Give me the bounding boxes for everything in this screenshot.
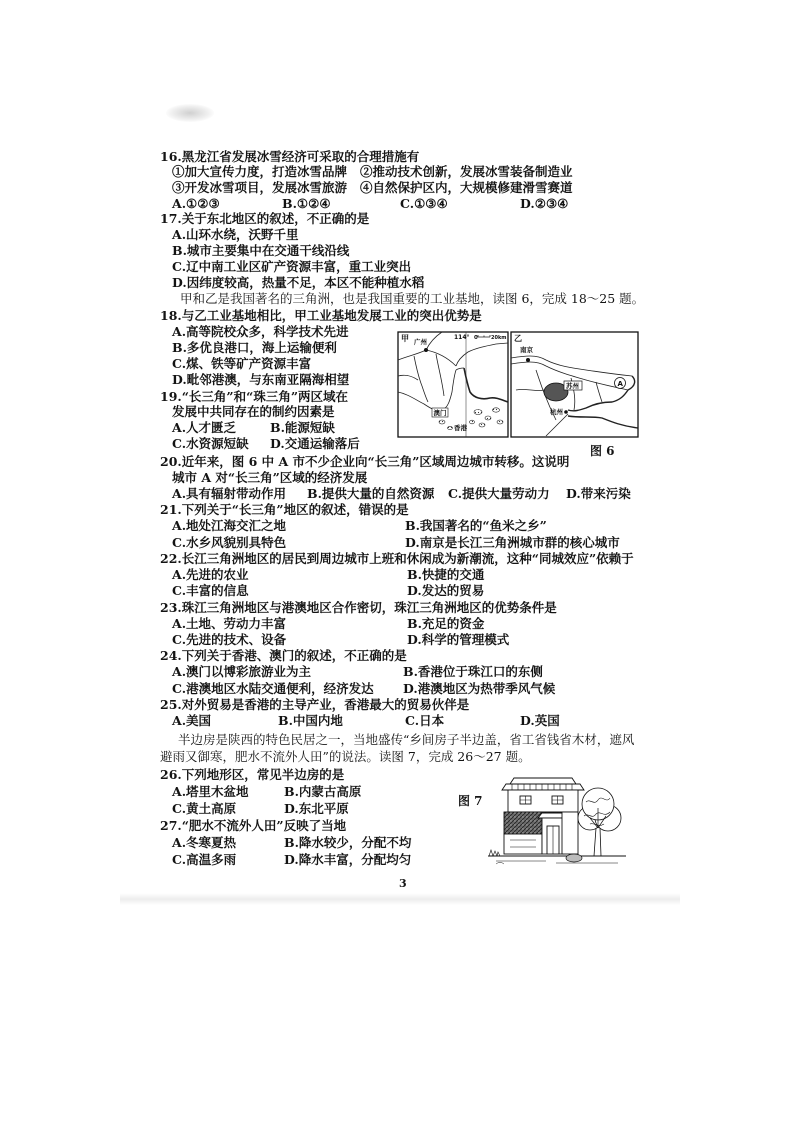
q20-stem-line-2: 城市 A 对“长三角”区域的经济发展 xyxy=(172,470,368,485)
q25-stem: 25.对外贸易是香港的主导产业，香港最大的贸易伙伴是 xyxy=(160,697,470,712)
q26-option-b: B.内蒙古高原 xyxy=(284,784,362,799)
q16-option-b: B.①②④ xyxy=(282,196,331,211)
q20-stem-line-1: 20.近年来，图 6 中 A 市不少企业向“长三角”区域周边城市转移。这说明 xyxy=(160,454,570,469)
tree xyxy=(578,788,621,856)
scan-smudge xyxy=(166,104,214,122)
q18-option-d: D.毗邻港澳，与东南亚隔海相望 xyxy=(172,372,350,387)
q21-option-c: C.水乡风貌别具特色 xyxy=(172,535,287,550)
q23-option-c: C.先进的技术、设备 xyxy=(172,632,287,647)
q25-option-d: D.英国 xyxy=(520,713,560,728)
q22-option-c: C.丰富的信息 xyxy=(172,583,249,598)
q26-option-c: C.黄土高原 xyxy=(172,801,237,816)
q25-option-a: A.美国 xyxy=(172,713,212,728)
q22-stem: 22.长江三角洲地区的居民到周边城市上班和休闲成为新潮流，这种“同城效应”依赖于 xyxy=(160,551,634,566)
scale-zero-label: 0 xyxy=(474,335,478,341)
figure-6-caption: 图 6 xyxy=(590,444,615,458)
figure-7-caption: 图 7 xyxy=(458,794,483,808)
guangzhou-label: 广州 xyxy=(414,338,427,346)
q27-option-b: B.降水较少，分配不均 xyxy=(284,835,412,850)
q19-option-a: A.人才匮乏 xyxy=(172,420,237,435)
q23-option-d: D.科学的管理模式 xyxy=(407,632,510,647)
scale-length-label: 20km xyxy=(491,335,507,341)
q27-option-a: A.冬寒夏热 xyxy=(172,835,237,850)
q18-option-a: A.高等院校众多，科学技术先进 xyxy=(172,324,349,339)
suzhou-label: 苏州 xyxy=(566,382,579,390)
q24-option-b: B.香港位于珠江口的东侧 xyxy=(403,664,543,679)
q26-option-a: A.塔里木盆地 xyxy=(172,784,249,799)
q18-option-c: C.煤、铁等矿产资源丰富 xyxy=(172,356,312,371)
q26-stem: 26.下列地形区，常见半边房的是 xyxy=(160,767,345,782)
q23-stem: 23.珠江三角洲地区与港澳地区合作密切，珠江三角洲地区的优势条件是 xyxy=(160,600,557,615)
q20-option-c: C.提供大量劳动力 xyxy=(448,486,550,501)
figure-6-map xyxy=(396,330,640,440)
q21-option-b: B.我国著名的“鱼米之乡” xyxy=(405,518,547,533)
q24-option-c: C.港澳地区水陆交通便利，经济发达 xyxy=(172,681,374,696)
figure-7-half-house-drawing xyxy=(486,772,628,867)
q16-option-a: A.①②③ xyxy=(172,196,220,211)
hongkong-label: 香港 xyxy=(454,424,467,432)
q24-option-d: D.港澳地区为热带季风气候 xyxy=(403,681,556,696)
map-panel-yi xyxy=(511,332,638,437)
city-a-label: A xyxy=(617,380,623,388)
q19-stem-line-1: 19.“长三角”和“珠三角”两区域在 xyxy=(160,389,349,404)
q17-option-c: C.辽中南工业区矿产资源丰富，重工业突出 xyxy=(172,259,412,274)
q25-option-c: C.日本 xyxy=(405,713,445,728)
q20-option-a: A.具有辐射带动作用 xyxy=(172,486,287,501)
q16-option-d: D.②③④ xyxy=(520,196,569,211)
q27-stem: 27.“肥水不流外人田”反映了当地 xyxy=(160,818,347,833)
q25-option-b: B.中国内地 xyxy=(278,713,343,728)
q17-option-a: A.山环水绕，沃野千里 xyxy=(172,227,299,242)
meridian-label: 114° xyxy=(454,334,470,341)
q23-option-a: A.土地、劳动力丰富 xyxy=(172,616,287,631)
q22-option-b: B.快捷的交通 xyxy=(407,567,485,582)
q18-option-b: B.多优良港口，海上运输便利 xyxy=(172,340,337,355)
q16-item-4: ④自然保护区内，大规模修建滑雪赛道 xyxy=(360,180,573,195)
q17-option-b: B.城市主要集中在交通干线沿线 xyxy=(172,243,350,258)
q20-option-b: B.提供大量的自然资源 xyxy=(307,486,435,501)
q16-item-1: ①加大宣传力度，打造冰雪品牌 xyxy=(172,164,348,179)
nanjing-label: 南京 xyxy=(520,346,533,354)
q21-option-a: A.地处江海交汇之地 xyxy=(172,518,287,533)
q27-option-d: D.降水丰富，分配均匀 xyxy=(284,852,412,867)
q27-option-c: C.高温多雨 xyxy=(172,852,237,867)
q16-item-2: ②推动技术创新，发展冰雪装备制造业 xyxy=(360,164,573,179)
q24-option-a: A.澳门以博彩旅游业为主 xyxy=(172,664,312,679)
q18-stem: 18.与乙工业基地相比，甲工业基地发展工业的突出优势是 xyxy=(160,308,482,323)
scan-edge xyxy=(120,893,680,905)
q19-option-c: C.水资源短缺 xyxy=(172,436,249,451)
passage-26-27-line-2: 避雨又御寒，肥水不流外人田”的说法。读图 7，完成 26～27 题。 xyxy=(160,749,531,764)
q23-option-b: B.充足的资金 xyxy=(407,616,485,631)
q19-option-d: D.交通运输落后 xyxy=(270,436,360,451)
q19-stem-line-2: 发展中共同存在的制约因素是 xyxy=(172,404,335,419)
q22-option-d: D.发达的贸易 xyxy=(407,583,485,598)
passage-18-25: 甲和乙是我国著名的三角洲，也是我国重要的工业基地，读图 6，完成 18～25 题。 xyxy=(180,291,645,306)
q26-option-d: D.东北平原 xyxy=(284,801,349,816)
q17-option-d: D.因纬度较高，热量不足，本区不能种植水稻 xyxy=(172,275,425,290)
q17-stem: 17.关于东北地区的叙述，不正确的是 xyxy=(160,211,370,226)
q20-option-d: D.带来污染 xyxy=(566,486,631,501)
macau-label: 澳门 xyxy=(433,409,447,417)
q24-stem: 24.下列关于香港、澳门的叙述，不正确的是 xyxy=(160,648,407,663)
q16-stem: 16.黑龙江省发展冰雪经济可采取的合理措施有 xyxy=(160,149,420,164)
map-panel-jia xyxy=(398,332,508,437)
q16-item-3: ③开发冰雪项目，发展冰雪旅游 xyxy=(172,180,348,195)
q16-option-c: C.①③④ xyxy=(400,196,448,211)
q21-option-d: D.南京是长江三角洲城市群的核心城市 xyxy=(405,535,620,550)
page-number: 3 xyxy=(399,877,407,890)
q22-option-a: A.先进的农业 xyxy=(172,567,249,582)
q19-option-b: B.能源短缺 xyxy=(270,420,335,435)
hangzhou-label: 杭州 xyxy=(550,408,563,416)
panel-jia-label: 甲 xyxy=(401,334,409,343)
panel-yi-label: 乙 xyxy=(514,334,522,343)
q21-stem: 21.下列关于“长三角”地区的叙述，错误的是 xyxy=(160,502,409,517)
passage-26-27-line-1: 半边房是陕西的特色民居之一，当地盛传“乡间房子半边盖，省工省钱省木材，遮风 xyxy=(178,732,635,747)
